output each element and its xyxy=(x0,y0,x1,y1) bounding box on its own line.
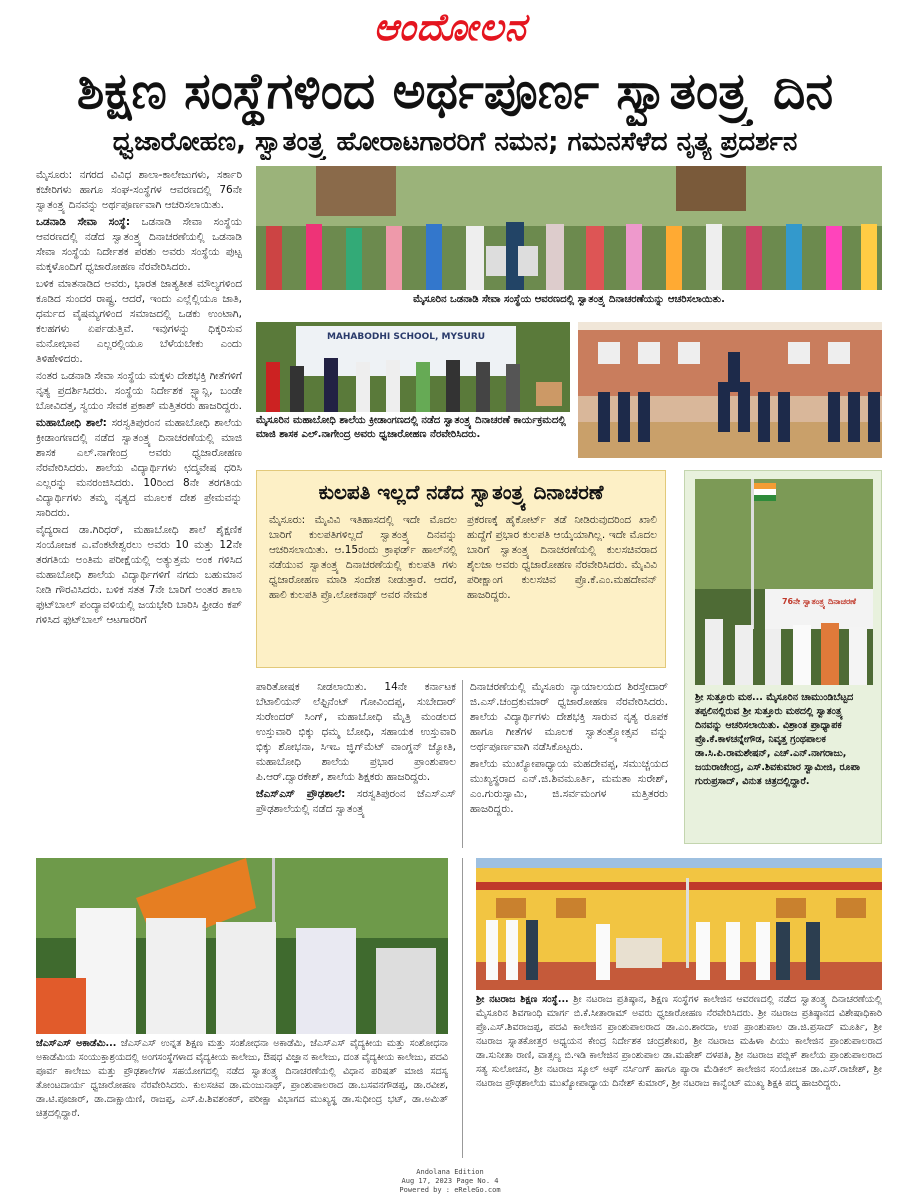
photo-odanadi-caption: ಮೈಸೂರಿನ ಒಡನಾಡಿ ಸೇವಾ ಸಂಸ್ಥೆಯ ಆವರಣದಲ್ಲಿ ಸ್ವಾತಂತ್ರ್ಯ ದಿನಾಚರಣೆಯನ್ನು ಆಚರಿಸಲಾಯಿತು. xyxy=(413,294,725,305)
suttur-caption xyxy=(695,691,873,789)
vc-story-box xyxy=(256,470,666,668)
article-paragraph: ವೈದ್ಯರಾದ ಡಾ.ಗಿರಿಧರ್, ಮಹಾಬೋಧಿ ಶಾಲೆ ಶೈಕ್ಷಣಿಕ ಸಂಯೋಜಕ ಎ.ವೆಂಕಟೇಶ್ವರಲು ಅವರು 10 ಮತ್ತು 12ನೇ ತರಗತಿಯ ಅಂತಿಮ ಪರೀಕ್ಷೆಯಲ್ಲಿ ಅತ್ಯುತ್ತಮ ಅಂಕ ಗಳಿಸಿದ ಮಹಾಬೋಧಿ ಶಾಲೆಯ ವಿದ್ಯಾರ್ಥಿಗಳಿಗೆ ನಗದು ಬಹುಮಾನ ನೀಡಿ ಗೌರವಿಸಿದರು. ಬಳಿಕ ಸತತ 7ನೇ ಬಾರಿಗೆ ಅಂತರ ಶಾಲಾ ಫುಟ್‌ಬಾಲ್ ಪಂದ್ಯಾವಳಿಯಲ್ಲಿ ಜಯಭೇರಿ ಬಾರಿಸಿ ಫ್ರೀಡಂ ಕಪ್ ಗಳಿಸಿದ ಫುಟ್‌ಬಾಲ್ ಆಟಗಾರರಿಗೆ xyxy=(36,524,242,626)
footer-powered-by: Powered by : eReleGo.com xyxy=(399,1186,501,1194)
photo-jss-academy xyxy=(36,858,448,1034)
article-paragraph: ಬಳಿಕ ಮಾತನಾಡಿದ ಅವರು, ಭಾರತ ಜಾತ್ಯತೀತ ಮೌಲ್ಯಗಳಿಂದ ಕೂಡಿದ ಸುಂದರ ರಾಷ್ಟ್ರ. ಆದರೆ, ಇಂದು ಎಲ್ಲೆಲ್ಲಿಯೂ ಜಾತಿ, ಧರ್ಮದ ವೈಷಮ್ಯಗಳಿಂದ ಸಮಾಜದಲ್ಲಿ ಒಡಕು ಉಂಟಾಗಿ, ಕಲಹಗಳು ಏರ್ಪಡುತ್ತಿವೆ. ಇವುಗಳನ್ನು ಧಿಕ್ಕರಿಸುವ ಮನೋಭಾವ ಎಲ್ಲರಲ್ಲಿಯೂ ಬೆಳೆಯಬೇಕು ಎಂದು ತಿಳಿಹೇಳಿದರು. xyxy=(36,278,242,365)
article-paragraph xyxy=(36,215,242,275)
paragraph-text: ಸರಸ್ವತಿಪುರಂನ ಜೆಎಸ್‌ಎಸ್ ಪ್ರೌಢಶಾಲೆಯಲ್ಲಿ ನಡೆದ ಸ್ವಾತಂತ್ರ್ಯ xyxy=(256,788,456,815)
school-banner-text: MAHABODHI SCHOOL, MYSURU xyxy=(326,332,486,342)
suttur-mutt-box xyxy=(684,470,882,844)
jss-academy-caption-lead: ಜೆಎಸ್‌ಎಸ್ ಅಕಾಡೆಮಿ... xyxy=(36,1038,117,1049)
paragraph-text: ಒಡನಾಡಿ ಸೇವಾ ಸಂಸ್ಥೆಯ ಆವರಣದಲ್ಲಿ ನಡೆದ ಸ್ವಾತಂತ್ರ್ಯ ದಿನಾಚರಣೆಯಲ್ಲಿ ಒಡನಾಡಿ ಸೇವಾ ಸಂಸ್ಥೆಯ ನಿರ್ದೇಶಕ ಪರಶು ಅವರು ಸಂಸ್ಥೆಯ ಪುಟ್ಟ ಮಕ್ಕಳೊಂದಿಗೆ ಧ್ವಜಾರೋಹಣ ನೆರವೇರಿಸಿದರು. xyxy=(36,216,242,273)
article-paragraph xyxy=(36,416,242,521)
subhead-odanadi: ಒಡನಾಡಿ ಸೇವಾ ಸಂಸ್ಥೆ: xyxy=(36,216,131,228)
photo-mahabodhi-flag xyxy=(256,322,570,412)
photo-natraja-institution xyxy=(476,858,882,990)
page-footer xyxy=(0,1168,900,1195)
article-paragraph: ಪಾರಿತೋಷಕ ನೀಡಲಾಯಿತು. 14ನೇ ಕರ್ನಾಟಕ ಬೆಟಾಲಿಯನ್ ಲೆಫ್ಟಿನೆಂಟ್ ಗೋವಿಂದಪ್ಪ, ಸುಬೇದಾರ್ ಸುರೇಂದರ್ ಸಿಂಗ್, ಮಹಾಬೋಧಿ ಮೈತ್ರಿ ಮಂಡಲದ ಉಸ್ತುವಾರಿ ಭಿಕ್ಕು ಧಮ್ಮ ಬೋಧಿ, ಸಹಾಯಕ ಉಸ್ತುವಾರಿ ಭಿಕ್ಕು ಶೋಭನಾ, ಸಿಇಒ ಜ್ಞಿಗ್‌ಮೆಟ್ ವಾಂಗ್ಡನ್ ಜ್ಯೋತಿ, ಮಹಾಬೋಧಿ ಶಾಲೆಯ ಪ್ರಭಾರ ಪ್ರಾಂಶುಪಾಲ ಪಿ.ಆರ್.ದ್ವಾರಕೇಶ್, ಶಾಲೆಯ ಶಿಕ್ಷಕರು ಹಾಜರಿದ್ದರು. xyxy=(256,681,456,783)
article-paragraph xyxy=(256,787,456,817)
subheadline: ಧ್ವಜಾರೋಹಣ, ಸ್ವಾತಂತ್ರ್ಯ ಹೋರಾಟಗಾರರಿಗೆ ನಮನ; ಗಮನಸೆಳೆದ ನೃತ್ಯ ಪ್ರದರ್ಶನ xyxy=(112,127,798,157)
article-paragraph: ಮೈಸೂರು: ನಗರದ ವಿವಿಧ ಶಾಲಾ-ಕಾಲೇಜುಗಳು, ಸರ್ಕಾರಿ ಕಚೇರಿಗಳು ಹಾಗೂ ಸಂಘ-ಸಂಸ್ಥೆಗಳ ಆವರಣದಲ್ಲಿ 76ನೇ ಸ್ವಾತಂತ್ರ್ಯ ದಿನವನ್ನು ಅರ್ಥಪೂರ್ಣವಾಗಿ ಆಚರಿಸಲಾಯಿತು. xyxy=(36,169,242,211)
suttur-caption-lead: ಶ್ರೀ ಸುತ್ತೂರು ಮಠ... xyxy=(695,692,763,703)
jss-academy-caption-text: ಜೆಎಸ್‌ಎಸ್ ಉನ್ನತ ಶಿಕ್ಷಣ ಮತ್ತು ಸಂಶೋಧನಾ ಅಕಾಡೆಮಿ, ಜೆಎಸ್‌ಎಸ್ ವೈದ್ಯಕೀಯ ಮತ್ತು ಸಂಶೋಧನಾ ಅಕಾಡೆಮಿಯ ಸಂಯುಕ್ತಾಶ್ರಯದಲ್ಲಿ ಅಂಗಸಂಸ್ಥೆಗಳಾದ ವೈದ್ಯಕೀಯ ಕಾಲೇಜು, ಔಷಧ ವಿಜ್ಞಾನ ಕಾಲೇಜು, ದಂತ ವೈದ್ಯಕೀಯ ಕಾಲೇಜು, ಪದವಿ ಪೂರ್ವ ಕಾಲೇಜು ಮತ್ತು ಪ್ರೌಢಶಾಲೆಗಳ ಸಹಯೋಗದಲ್ಲಿ ನಡೆದ ಸ್ವಾತಂತ್ರ್ಯ ದಿನಾಚರಣೆಯಲ್ಲಿ ವಿಧಾನ ಪರಿಷತ್ ಮಾಜಿ ಸದಸ್ಯ ತೋಂಟದಾರ್ಯ ಧ್ವಜಾರೋಹಣ ನೆರವೇರಿಸಿದರು. ಕುಲಸಚಿವ ಡಾ.ಮಂಜುನಾಥ್, ಪ್ರಾಂಶುಪಾಲರಾದ ಡಾ.ಬಸವನಗೌಡಪ್ಪ, ಡಾ.ರವೀಶ, ಡಾ.ಟಿ.ಪೂಜಾರ್, ಡಾ.ದಾಕ್ಷಾಯಿಣಿ, ರಾಜಪ್ಪ, ಎಸ್.ಪಿ.ಶಿವಶಂಕರ್, ಪರೀಕ್ಷಾ ವಿಭಾಗದ ಮುಖ್ಯಸ್ಥ ಡಾ.ಸುಧೀಂದ್ರ ಭಟ್, ಡಾ.ಅಮಿತ್ ಚಿತ್ರದಲ್ಲಿದ್ದಾರೆ. xyxy=(36,1038,448,1119)
jss-academy-caption xyxy=(36,1037,448,1121)
photo-suttur-mutt xyxy=(695,479,873,685)
natraja-caption xyxy=(476,993,882,1091)
footer-edition: Andolana Edition xyxy=(416,1168,484,1176)
photo-odanadi-group xyxy=(256,166,882,290)
vc-story-col-left: ಮೈಸೂರು: ಮೈವಿವಿ ಇತಿಹಾಸದಲ್ಲಿ ಇದೇ ಮೊದಲ ಬಾರಿಗೆ ಕುಲಪತಿಗಳಿಲ್ಲದೆ ಸ್ವಾತಂತ್ರ್ಯ ದಿನವನ್ನು ಆಚರಿಸಲಾಯಿತು. ಆ.15ರಂದು ಕ್ರಾಫರ್ಡ್ ಹಾಲ್‌ನಲ್ಲಿ ನಡೆಯುವ ಸ್ವಾತಂತ್ರ್ಯ ದಿನಾಚರಣೆಯಲ್ಲಿ ಕುಲಪತಿ ಗಳು ಧ್ವಜಾರೋಹಣ ಮಾಡಿ ಸಂದೇಶ ನೀಡುತ್ತಾರೆ. ಆದರೆ, ಹಾಲಿ ಕುಲಪತಿ ಪ್ರೊ.ಲೋಕನಾಥ್ ಅವರ ನೇಮಕ xyxy=(269,514,457,601)
article-column-3 xyxy=(470,680,668,848)
vc-story-col-right: ಪ್ರಕರಣಕ್ಕೆ ಹೈಕೋರ್ಟ್ ತಡೆ ನೀಡಿರುವುದರಿಂದ ಖಾಲಿ ಹುದ್ದೆಗೆ ಪ್ರಭಾರ ಕುಲಪತಿ ಆಯ್ಕೆಯಾಗಿಲ್ಲ. ಇದೇ ಮೊದಲ ಬಾರಿಗೆ ಸ್ವಾತಂತ್ರ್ಯ ದಿನಾಚರಣೆಯಲ್ಲಿ ಕುಲಸಚಿವರಾದ ಶೈಲಜಾ ಅವರು ಧ್ವಜಾರೋಹಣ ನೆರವೇರಿಸಿದರು. ಮೈವಿವಿ ಪರೀಕ್ಷಾಂಗ ಕುಲಸಚಿವ ಪ್ರೊ.ಕೆ.ಎಂ.ಮಹದೇವನ್ ಹಾಜರಿದ್ದರು. xyxy=(467,514,657,601)
article-paragraph: ನಂತರ ಒಡನಾಡಿ ಸೇವಾ ಸಂಸ್ಥೆಯ ಮಕ್ಕಳು ದೇಶಭಕ್ತಿ ಗೀತೆಗಳಿಗೆ ನೃತ್ಯ ಪ್ರದರ್ಶಿಸಿದರು. ಸಂಸ್ಥೆಯ ನಿರ್ದೇಶಕ ಸ್ಟ್ಯಾನ್ಲಿ, ಬಂಡೇ ಬೋವಿದತ್ತ, ಸ್ವಯಂ ಸೇವಕ ಪ್ರಕಾಶ್ ಮತ್ತಿತರರು ಹಾಜರಿದ್ದರು. xyxy=(36,370,242,412)
article-column-2 xyxy=(256,680,456,848)
footer-date-page: Aug 17, 2023 Page No. 4 xyxy=(401,1177,499,1185)
natraja-caption-text: ಶ್ರೀ ನಟರಾಜ ಪ್ರತಿಷ್ಠಾನ, ಶಿಕ್ಷಣ ಸಂಸ್ಥೆಗಳ ಕಾಲೇಜಿನ ಆವರಣದಲ್ಲಿ ನಡೆದ ಸ್ವಾತಂತ್ರ್ಯ ದಿನಾಚರಣೆಯಲ್ಲಿ ಮೈಸೂರಿನ ಶಿವಗಾಂಧಿ ಮಾರ್ಗ ಬಿ.ಕೆ.ಸೀತಾರಾಮ್ ಅವರು ಧ್ವಜಾರೋಹಣ ನೆರವೇರಿಸಿದರು. ಶ್ರೀ ನಟರಾಜ ಪ್ರತಿಷ್ಠಾನದ ವಿಶೇಷಾಧಿಕಾರಿ ಪ್ರೊ.ಎಸ್.ಶಿವರಾಜಪ್ಪ, ಪದವಿ ಕಾಲೇಜಿನ ಪ್ರಾಂಶುಪಾಲರಾದ ಡಾ.ಎಂ.ಶಾರದಾ, ಉಪ ಪ್ರಾಂಶುಪಾಲ ಡಾ.ಜಿ.ಪ್ರಸಾದ್ ಮೂರ್ತಿ, ಶ್ರೀ ನಟರಾಜ ಸ್ನಾತಕೋತ್ತರ ಅಧ್ಯಯನ ಕೇಂದ್ರ ನಿರ್ದೇಶಕ ಚಂದ್ರಶೇಖರ, ಶ್ರೀ ನಟರಾಜ ಮಹಿಳಾ ಪಿಯು ಕಾಲೇಜಿನ ಪ್ರಾಂಶುಪಾಲರಾದ ಡಾ.ಸುನೀತಾ ರಾಣಿ, ವಾತ್ಸಲ್ಯ ಬಿ.ಇಡಿ ಕಾಲೇಜಿನ ಪ್ರಾಂಶುಪಾಲ ಡಾ.ಮಹೇಶ್ ದಳಪತಿ, ಶ್ರೀ ನಟರಾಜ ಪಬ್ಲಿಕ್ ಶಾಲೆಯ ಪ್ರಾಂಶುಪಾಲರಾದ ಸತ್ಯ ಸುಲೋಚನ, ಶ್ರೀ ನಟರಾಜ ಸ್ಕೂಲ್ ಆಫ್ ನರ್ಸಿಂಗ್ ಹಾಗೂ ಪ್ಯಾರಾ ಮೆಡಿಕಲ್ ಕಾಲೇಜಿನ ಸಂಯೋಜಕ ಡಾ.ಎಸ್.ರಾಜೇಶ್, ಶ್ರೀ ನಟರಾಜ ಪ್ರೌಢಶಾಲೆಯ ಮುಖ್ಯೋಪಾಧ್ಯಾಯ ದಿನೇಶ್ ಕುಮಾರ್, ಶ್ರೀ ನಟರಾಜ ಕಾನ್ವೆಂಟ್ ಮುಖ್ಯ ಶಿಕ್ಷಕಿ ಪದ್ಮ ಹಾಜರಿದ್ದರು. xyxy=(476,994,882,1089)
article-paragraph: ದಿನಾಚರಣೆಯಲ್ಲಿ ಮೈಸೂರು ನ್ಯಾಯಾಲಯದ ಶಿರಸ್ತೇದಾರ್ ಜಿ.ಎಸ್.ಚಂದ್ರಕುಮಾರ್ ಧ್ವಜಾರೋಹಣ ನೆರವೇರಿಸಿದರು. ಶಾಲೆಯ ವಿದ್ಯಾರ್ಥಿಗಳು ದೇಶಭಕ್ತಿ ಸಾರುವ ನೃತ್ಯ ರೂಪಕ ಹಾಗೂ ಗೀತೆಗಳ ಮೂಲಕ ಸ್ವಾತಂತ್ರ್ಯೋತ್ಸವ ವನ್ನು ಅರ್ಥಪೂರ್ಣವಾಗಿ ನಡೆಸಿಕೊಟ್ಟರು. xyxy=(470,681,668,753)
photo-students-pyramid xyxy=(578,322,882,458)
suttur-caption-text: ಮೈಸೂರಿನ ಚಾಮುಂಡಿಬೆಟ್ಟದ ತಪ್ಪಲಿನಲ್ಲಿರುವ ಶ್ರೀ ಸುತ್ತೂರು ಮಠದಲ್ಲಿ ಸ್ವಾತಂತ್ರ್ಯ ದಿನವನ್ನು ಆಚರಿಸಲಾಯಿತು. ವಿಶ್ರಾಂತ ಪ್ರಾಧ್ಯಾಪಕ ಪ್ರೊ.ಕೆ.ಕಾಳಚನ್ನೇಗೌಡ, ನಿವೃತ್ತ ಗ್ರಂಥಪಾಲಕ ಡಾ.ಸಿ.ಪಿ.ರಾಮಶೇಷನ್, ಎಚ್.ಎನ್.ನಾಗರಾಜು, ಜಯರಾಜೇಂದ್ರ, ಎಸ್.ಶಿವಕುಮಾರ ಸ್ವಾಮೀಜಿ, ರೂಪಾ ಗುರುಪ್ರಸಾದ್, ವಿನುತ ಚಿತ್ರದಲ್ಲಿದ್ದಾರೆ. xyxy=(695,692,861,787)
paragraph-text: ಸರಸ್ವತಿಪುರಂನ ಮಹಾಬೋಧಿ ಶಾಲೆಯ ಕ್ರೀಡಾಂಗಣದಲ್ಲಿ ನಡೆದ ಸ್ವಾತಂತ್ರ್ಯ ದಿನಾಚರಣೆಯಲ್ಲಿ ಮಾಜಿ ಶಾಸಕ ಎಲ್.ನಾಗೇಂದ್ರ ಅವರು ಧ್ವಜಾರೋಹಣ ನೆರವೇರಿಸಿದರು. ಶಾಲೆಯ ವಿದ್ಯಾರ್ಥಿಗಳು ಛದ್ಮವೇಷ ಧರಿಸಿ ಎಲ್ಲರನ್ನು ಮನರಂಜಿಸಿದರು. 10ರಿಂದ 8ನೇ ತರಗತಿಯ ವಿದ್ಯಾರ್ಥಿಗಳು ತಮ್ಮ ನೃತ್ಯದ ಮೂಲಕ ದೇಶ ಪ್ರೇಮವನ್ನು ಸಾರಿದರು. xyxy=(36,417,242,519)
vc-story-title: ಕುಲಪತಿ ಇಲ್ಲದೆ ನಡೆದ ಸ್ವಾತಂತ್ರ್ಯ ದಿನಾಚರಣೆ xyxy=(318,480,604,504)
photo-mahabodhi-caption: ಮೈಸೂರಿನ ಮಹಾಬೋಧಿ ಶಾಲೆಯ ಕ್ರೀಡಾಂಗಣದಲ್ಲಿ ನಡೆದ ಸ್ವಾತಂತ್ರ್ಯ ದಿನಾಚರಣೆ ಕಾರ್ಯಕ್ರಮದಲ್ಲಿ ಮಾಜಿ ಶಾಸಕ ಎಲ್.ನಾಗೇಂದ್ರ ಅವರು ಧ್ವಜಾರೋಹಣ ನೆರವೇರಿಸಿದರು. xyxy=(256,415,566,440)
column-divider xyxy=(462,680,463,848)
bottom-divider xyxy=(462,858,463,1158)
article-paragraph: ಶಾಲೆಯ ಮುಖ್ಯೋಪಾಧ್ಯಾಯ ಮಹದೇವಪ್ಪ, ಸಮುಚ್ಚಯದ ಮುಖ್ಯಸ್ಥರಾದ ಎನ್.ಜಿ.ಶಿವಮೂರ್ತಿ, ಮಮತಾ ಸುರೇಶ್, ಎಂ.ಗುರುಸ್ವಾಮಿ, ಜಿ.ಸರ್ವಮಂಗಳ ಮತ್ತಿತರರು ಹಾಜರಿದ್ದರು. xyxy=(470,758,668,815)
suttur-banner-text: 76ನೇ ಸ್ವಾತಂತ್ರ್ಯ ದಿನಾಚರಣೆ xyxy=(781,597,856,606)
natraja-caption-lead: ಶ್ರೀ ನಟರಾಜ ಶಿಕ್ಷಣ ಸಂಸ್ಥೆ... xyxy=(476,994,569,1005)
masthead xyxy=(0,2,900,54)
subhead-jss-school: ಜೆಎಸ್‌ಎಸ್ ಪ್ರೌಢಶಾಲೆ: xyxy=(256,788,346,800)
newspaper-logo: ಆಂದೋಲನ xyxy=(373,4,527,49)
subhead-mahabodhi: ಮಹಾಬೋಧಿ ಶಾಲೆ: xyxy=(36,417,107,429)
article-column-1 xyxy=(36,168,242,856)
headline: ಶಿಕ್ಷಣ ಸಂಸ್ಥೆಗಳಿಂದ ಅರ್ಥಪೂರ್ಣ ಸ್ವಾತಂತ್ರ್ಯ ದಿನ xyxy=(76,62,834,120)
